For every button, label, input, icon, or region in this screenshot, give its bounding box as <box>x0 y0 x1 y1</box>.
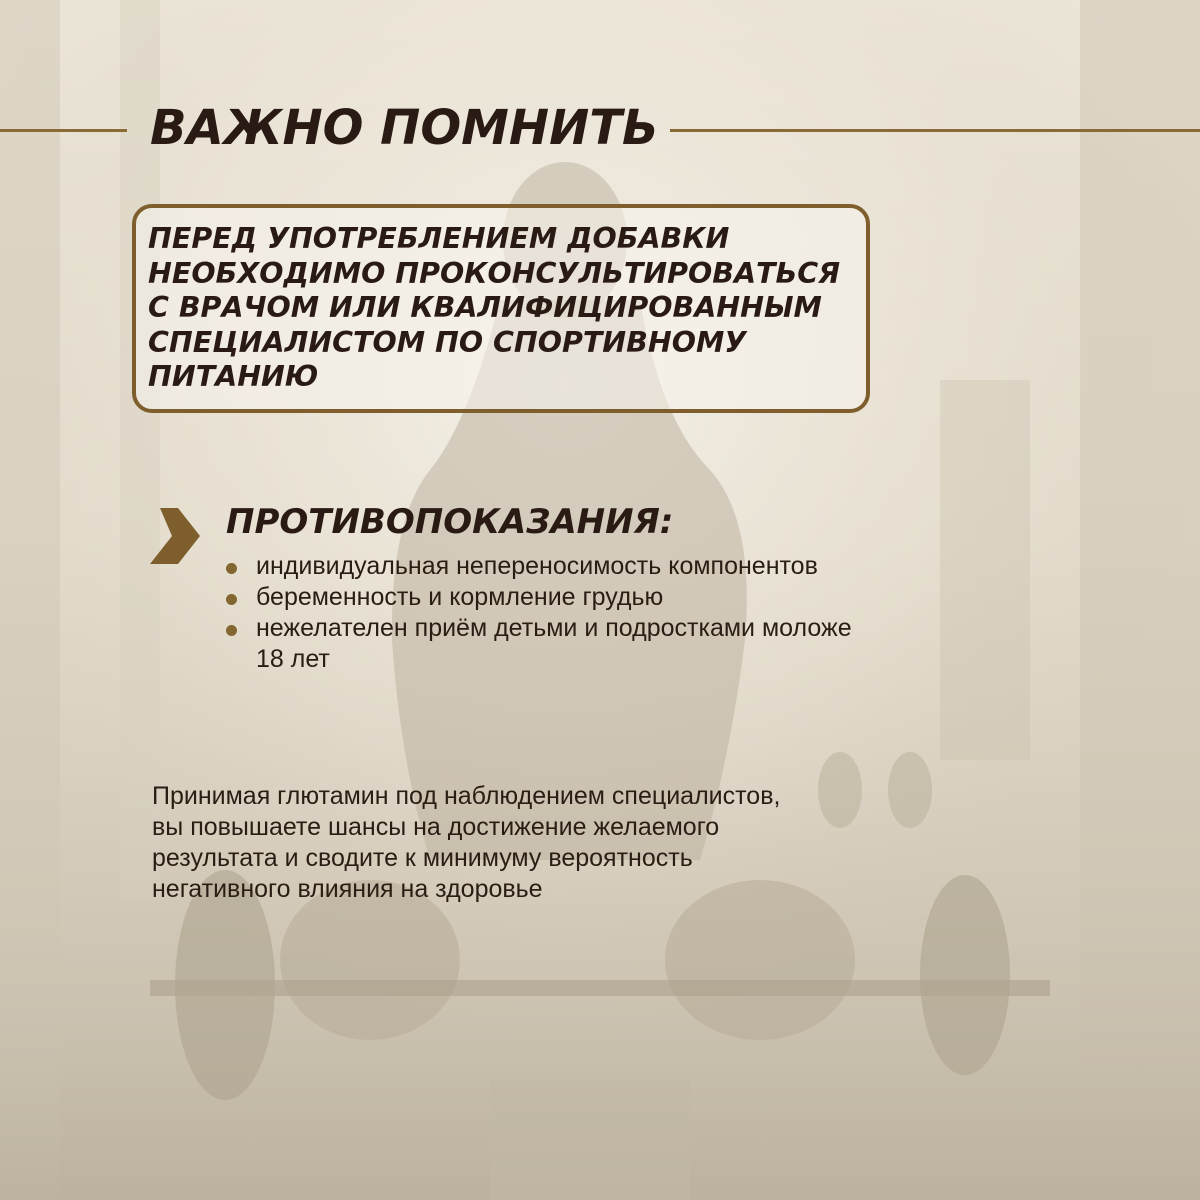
header-rule-right <box>670 129 1200 132</box>
notice-line: ПИТАНИЮ <box>148 360 319 393</box>
footer-line: вы повышаете шансы на достижение желаемого <box>152 813 720 841</box>
footer-paragraph <box>152 781 912 905</box>
chevron-right-icon <box>150 508 200 564</box>
footer-line: результата и сводите к минимуму вероятность <box>152 844 693 872</box>
list-item-text: беременность и кормление грудью <box>256 583 664 611</box>
footer-line: Принимая глютамин под наблюдением специалистов, <box>152 782 781 810</box>
list-item-text: нежелателен приём детьми и подростками моложе 18 лет <box>256 614 852 673</box>
list-item <box>226 551 946 582</box>
list-item-text: индивидуальная непереносимость компонентов <box>256 552 818 580</box>
notice-line: СПЕЦИАЛИСТОМ ПО СПОРТИВНОМУ <box>148 325 747 359</box>
contraindications-list <box>226 551 946 675</box>
page-title: ВАЖНО ПОМНИТЬ <box>150 100 659 156</box>
notice-line: ПЕРЕД УПОТРЕБЛЕНИЕМ ДОБАВКИ <box>148 222 730 255</box>
list-item <box>226 613 856 675</box>
footer-line: негативного влияния на здоровье <box>152 875 543 903</box>
contraindications-title: ПРОТИВОПОКАЗАНИЯ: <box>226 502 674 542</box>
bullet-dot-icon <box>226 594 237 605</box>
notice-text <box>148 222 868 395</box>
bullet-dot-icon <box>226 625 237 636</box>
list-item <box>226 582 946 613</box>
notice-line: НЕОБХОДИМО ПРОКОНСУЛЬТИРОВАТЬСЯ <box>148 256 841 290</box>
header-rule-left <box>0 129 127 132</box>
bullet-dot-icon <box>226 563 237 574</box>
notice-line: С ВРАЧОМ ИЛИ КВАЛИФИЦИРОВАННЫМ <box>148 291 822 324</box>
